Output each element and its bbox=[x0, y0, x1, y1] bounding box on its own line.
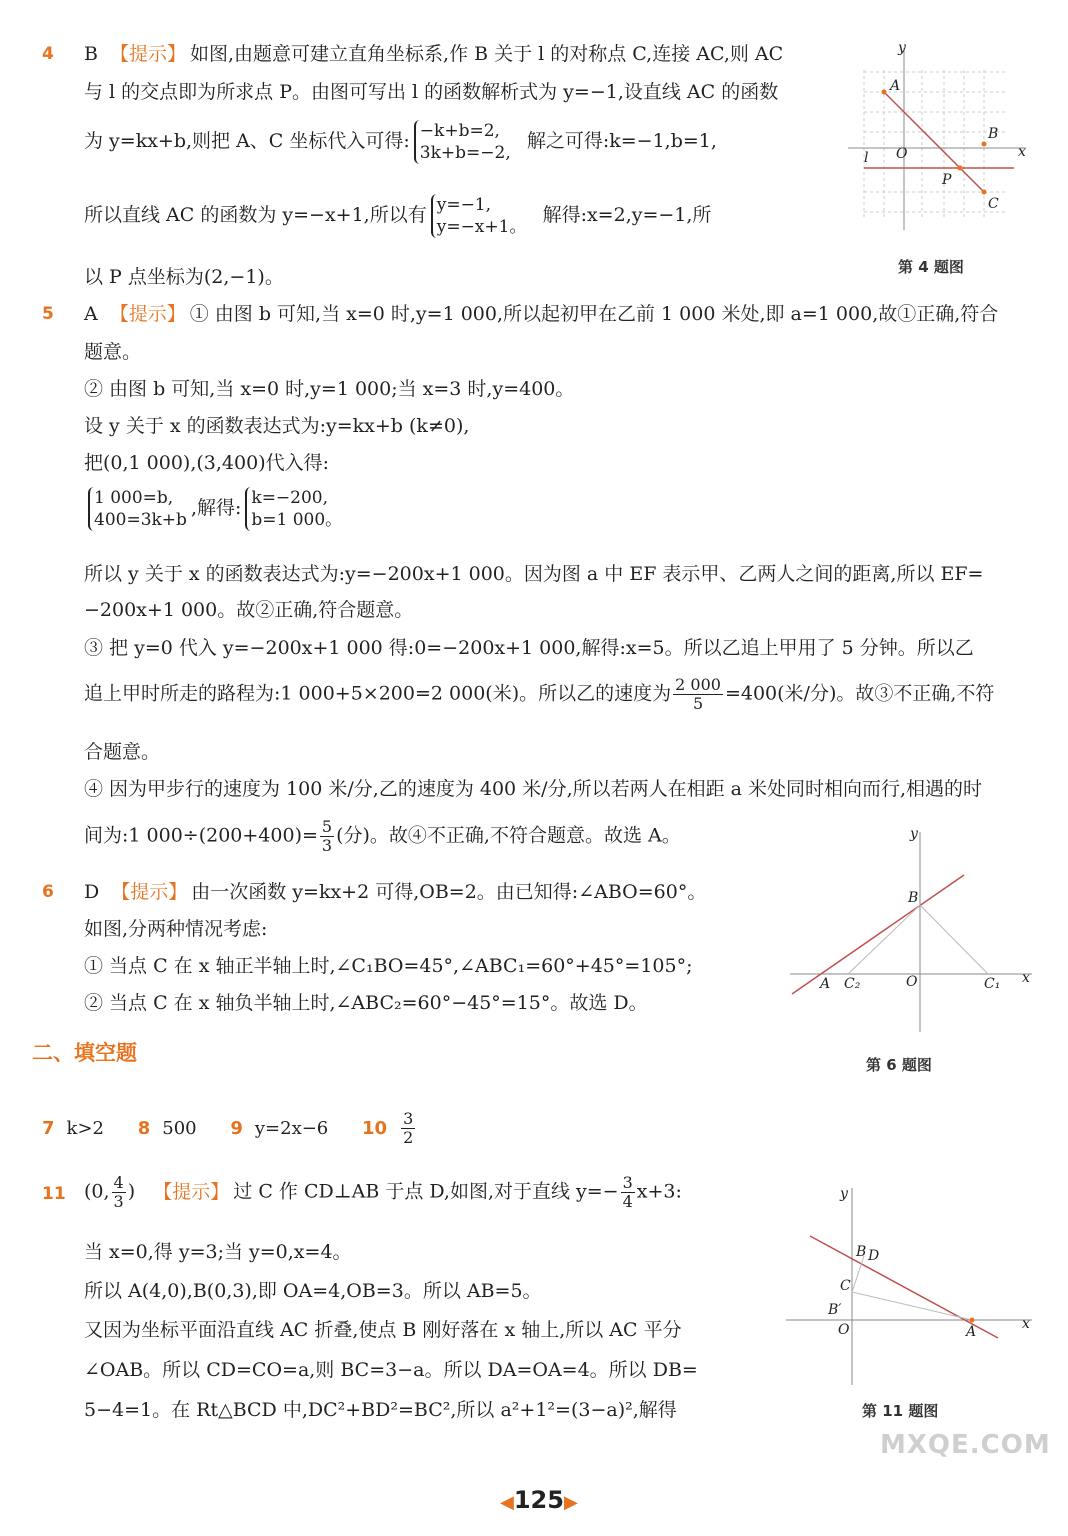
figure-6 bbox=[780, 822, 1040, 1036]
fig6-label-c2: C₂ bbox=[844, 976, 861, 992]
q11-answer-open: (0, bbox=[84, 1180, 110, 1203]
fill-answer-8: 500 bbox=[162, 1117, 197, 1139]
q5-text-13a: 间为:1 000÷(200+400)= bbox=[84, 824, 318, 847]
fig4-label-x: x bbox=[1018, 144, 1026, 160]
figure-4 bbox=[838, 40, 1038, 240]
q11-answer-fraction: $\frac{4}{3}$ bbox=[113, 1173, 124, 1211]
fig4-point-b bbox=[982, 142, 987, 147]
fig6-label-x: x bbox=[1022, 970, 1030, 986]
q5-line-12: ④ 因为甲步行的速度为 100 米/分,乙的速度为 400 米/分,所以若两人在相距 a 米处同时相向而行,相遇的时 bbox=[84, 778, 983, 800]
fig6-line-ab bbox=[792, 875, 964, 994]
question-number-6: 6 bbox=[42, 882, 54, 902]
q5-line-8: −200x+1 000。故②正确,符合题意。 bbox=[84, 599, 414, 621]
q6-answer: D bbox=[84, 881, 100, 903]
fig4-label-p: P bbox=[942, 172, 952, 188]
q5-line-13 bbox=[84, 818, 681, 855]
q11-hint-label: 【提示】 bbox=[153, 1180, 230, 1203]
fig11-label-c: C bbox=[840, 1278, 851, 1294]
fig6-label-b: B bbox=[908, 890, 919, 906]
q6-text-1: 由一次函数 y=kx+2 可得,OB=2。由已知得:∠ABO=60°。 bbox=[191, 881, 707, 903]
fig4-point-c bbox=[982, 190, 987, 195]
fig4-label-l: l bbox=[864, 150, 869, 166]
q5-text-10b: =400(米/分)。故③不正确,不符 bbox=[724, 682, 995, 705]
page-number: ◀125▶ bbox=[500, 1486, 578, 1514]
fill-answer-10: $\frac{3}{2}$ bbox=[403, 1109, 414, 1147]
q11-answer-close: ) bbox=[127, 1180, 136, 1203]
q5-line-5: 把(0,1 000),(3,400)代入得: bbox=[84, 452, 330, 474]
fig4-label-b: B bbox=[988, 126, 999, 142]
q11-line-2: 当 x=0,得 y=3;当 y=0,x=4。 bbox=[84, 1241, 352, 1263]
q5-line-6 bbox=[84, 487, 346, 531]
q5-text-13b: (分)。故④不正确,不符合题意。故选 A。 bbox=[336, 824, 681, 847]
q4-line-1 bbox=[84, 42, 783, 66]
fig6-line-bc1 bbox=[920, 905, 988, 974]
question-number-11: 11 bbox=[42, 1184, 66, 1204]
q5-line-7: 所以 y 关于 x 的函数表达式为:y=−200x+1 000。因为图 a 中 EF 表示甲、乙两人之间的距离,所以 EF= bbox=[84, 563, 984, 585]
q4-text-3a: 为 y=kx+b,则把 A、C 坐标代入可得: bbox=[84, 130, 410, 152]
q6-line-4: ② 当点 C 在 x 轴负半轴上时,∠ABC₂=60°−45°=15°。故选 D。 bbox=[84, 992, 648, 1014]
fig11-label-o: O bbox=[838, 1322, 850, 1338]
q11-line-4: 又因为坐标平面沿直线 AC 折叠,使点 B 刚好落在 x 轴上,所以 AC 平分 bbox=[84, 1319, 682, 1341]
fig11-line-ac bbox=[852, 1292, 972, 1320]
q5-answer: A bbox=[84, 303, 98, 325]
q4-line-3 bbox=[84, 120, 717, 164]
page-left-arrow-icon: ◀ bbox=[500, 1492, 514, 1513]
q5-line-11: 合题意。 bbox=[84, 741, 161, 763]
q4-text-1: 如图,由题意可建立直角坐标系,作 B 关于 l 的对称点 C,连接 AC,则 AC bbox=[189, 43, 784, 65]
q5-text-1: ① 由图 b 可知,当 x=0 时,y=1 000,所以起初甲在乙前 1 000 米处,即 a=1 000,故①正确,符合 bbox=[189, 303, 999, 325]
q4-system-1: −k+b=2, 3k+b=−2, bbox=[414, 120, 511, 164]
q4-text-3b: 解之可得:k=−1,b=1, bbox=[526, 130, 717, 152]
fig11-label-b-prime: B′ bbox=[828, 1302, 842, 1318]
fill-number-9: 9 bbox=[230, 1117, 243, 1139]
figure-6-caption: 第 6 题图 bbox=[866, 1056, 932, 1074]
fig11-label-a: A bbox=[966, 1324, 977, 1340]
fill-answer-7: k>2 bbox=[66, 1117, 104, 1139]
question-number-5: 5 bbox=[42, 304, 54, 324]
fig6-label-o: O bbox=[906, 974, 918, 990]
figure-11 bbox=[786, 1180, 1036, 1390]
q5-line-4: 设 y 关于 x 的函数表达式为:y=kx+b (k≠0), bbox=[84, 415, 470, 437]
fig11-point-a bbox=[970, 1318, 975, 1323]
q4-line-2: 与 l 的交点即为所求点 P。由图可写出 l 的函数解析式为 y=−1,设直线 AC 的函数 bbox=[84, 81, 779, 103]
fig11-label-b: B bbox=[856, 1244, 867, 1260]
q5-system-1: 1 000=b, 400=3k+b bbox=[88, 487, 187, 531]
fig4-point-p bbox=[958, 166, 963, 171]
q4-text-4b: 解得:x=2,y=−1,所 bbox=[542, 204, 712, 226]
q5-line-10 bbox=[84, 676, 994, 713]
q11-line-6: 5−4=1。在 Rt△BCD 中,DC²+BD²=BC²,所以 a²+1²=(3−a)²,解得 bbox=[84, 1399, 677, 1421]
q5-fraction-1: $\frac{2 000}{5}$ bbox=[675, 675, 721, 713]
fig11-label-d: D bbox=[868, 1248, 880, 1264]
q11-text-1a: 过 C 作 CD⊥AB 于点 D,如图,对于直线 y=− bbox=[233, 1180, 619, 1203]
fig6-label-y: y bbox=[910, 826, 918, 842]
q11-text-1b: x+3: bbox=[636, 1180, 682, 1203]
q11-line-1 bbox=[84, 1174, 682, 1211]
fig6-label-c1: C₁ bbox=[984, 976, 1001, 992]
q5-line-9: ③ 把 y=0 代入 y=−200x+1 000 得:0=−200x+1 000,解得:x=5。所以乙追上甲用了 5 分钟。所以乙 bbox=[84, 637, 974, 659]
q4-line-5: 以 P 点坐标为(2,−1)。 bbox=[84, 266, 284, 288]
q4-answer: B bbox=[84, 43, 98, 65]
q11-line-3: 所以 A(4,0),B(0,3),即 OA=4,OB=3。所以 AB=5。 bbox=[84, 1280, 542, 1302]
figure-11-caption: 第 11 题图 bbox=[862, 1402, 939, 1420]
page-right-arrow-icon: ▶ bbox=[563, 1492, 578, 1513]
q6-line-1 bbox=[84, 880, 706, 904]
fill-answer-9: y=2x−6 bbox=[254, 1117, 329, 1139]
question-number-4: 4 bbox=[42, 44, 54, 64]
fig6-label-a: A bbox=[820, 976, 831, 992]
fill-number-10: 10 bbox=[362, 1117, 388, 1139]
q6-line-2: 如图,分两种情况考虑: bbox=[84, 918, 268, 940]
q4-text-4a: 所以直线 AC 的函数为 y=−x+1,所以有 bbox=[84, 204, 427, 226]
watermark: MXQE.COM bbox=[880, 1430, 1051, 1460]
fig11-label-y: y bbox=[840, 1186, 848, 1202]
q4-line-4 bbox=[84, 194, 711, 238]
section-title: 二、填空题 bbox=[32, 1041, 137, 1065]
fig4-label-c: C bbox=[988, 196, 999, 212]
q5-text-10a: 追上甲时所走的路程为:1 000+5×200=2 000(米)。所以乙的速度为 bbox=[84, 682, 672, 705]
fig4-line-ac bbox=[884, 92, 984, 192]
q11-line-5: ∠OAB。所以 CD=CO=a,则 BC=3−a。所以 DA=OA=4。所以 DB= bbox=[84, 1359, 698, 1381]
fig4-label-o: O bbox=[896, 146, 908, 162]
fill-number-8: 8 bbox=[137, 1117, 151, 1139]
q5-line-2: 题意。 bbox=[84, 341, 142, 363]
q5-line-1 bbox=[84, 302, 998, 326]
q5-fraction-2: $\frac{5}{3}$ bbox=[321, 817, 333, 855]
figure-4-caption: 第 4 题图 bbox=[898, 258, 964, 276]
q6-line-3: ① 当点 C 在 x 轴正半轴上时,∠C₁BO=45°,∠ABC₁=60°+45°=105°; bbox=[84, 955, 693, 977]
fig4-point-a bbox=[882, 90, 887, 95]
q4-system-2: y=−1, y=−x+1。 bbox=[431, 194, 527, 238]
fill-number-7: 7 bbox=[42, 1117, 55, 1139]
fig4-label-a: A bbox=[890, 78, 901, 94]
fig4-label-y: y bbox=[898, 40, 906, 56]
q5-hint-label: 【提示】 bbox=[109, 303, 186, 325]
q5-system-2: k=−200, b=1 000。 bbox=[245, 487, 342, 531]
q6-hint-label: 【提示】 bbox=[111, 881, 188, 903]
q4-hint-label: 【提示】 bbox=[109, 43, 186, 65]
q11-fraction-1: $\frac{3}{4}$ bbox=[622, 1173, 633, 1211]
q5-text-mid: ,解得: bbox=[190, 497, 242, 519]
fig6-line-bc2 bbox=[848, 905, 920, 974]
q5-line-3: ② 由图 b 可知,当 x=0 时,y=1 000;当 x=3 时,y=400。 bbox=[84, 378, 575, 400]
fill-answers-row bbox=[42, 1110, 417, 1147]
fig11-label-x: x bbox=[1022, 1316, 1030, 1332]
